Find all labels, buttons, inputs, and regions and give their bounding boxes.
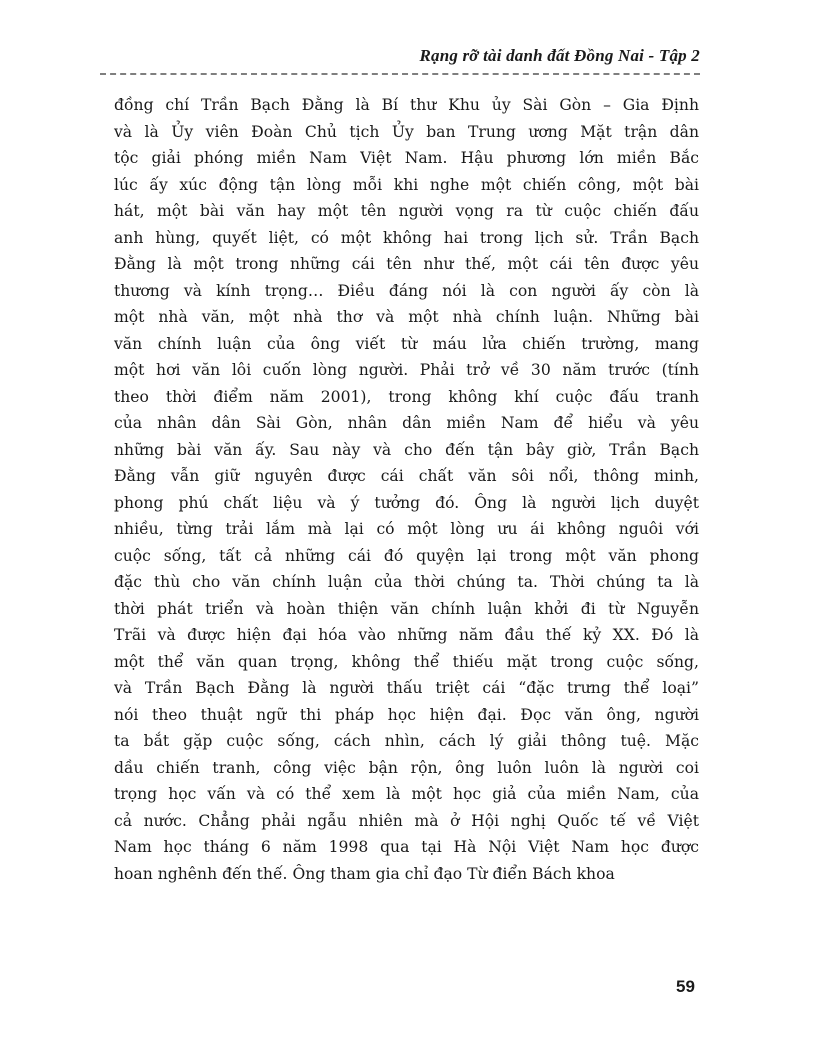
text-line: trọng học vấn và có thể xem là một học giả của miền Nam, của: [114, 785, 699, 803]
text-line: cả nước. Chẳng phải ngẫu nhiên mà ở Hội nghị Quốc tế về Việt: [114, 811, 699, 830]
text-line: nhiều, từng trải lắm mà lại có một lòng ưu ái không nguôi với: [114, 520, 699, 538]
text-line: hát, một bài văn hay một tên người vọng ra từ cuộc chiến đấu: [114, 202, 699, 220]
page-number: 59: [676, 977, 695, 996]
text-line: nói theo thuật ngữ thi pháp học hiện đại. Đọc văn ông, người: [114, 705, 699, 724]
text-line: thời phát triển và hoàn thiện văn chính luận khởi đi từ Nguyễn: [114, 599, 699, 618]
text-line: Trãi và được hiện đại hóa vào những năm đầu thế kỷ XX. Đó là: [114, 626, 699, 644]
text-line: lúc ấy xúc động tận lòng mỗi khi nghe một chiến công, một bài: [114, 175, 699, 194]
text-line: và Trần Bạch Đằng là người thấu triệt cái “đặc trưng thể loại”: [114, 679, 699, 697]
text-line: phong phú chất liệu và ý tưởng đó. Ông là người lịch duyệt: [114, 493, 699, 512]
text-line: Nam học tháng 6 năm 1998 qua tại Hà Nội Việt Nam học được: [114, 838, 699, 856]
text-line: cuộc sống, tất cả những cái đó quyện lại trong một văn phong: [114, 546, 699, 565]
text-line: một nhà văn, một nhà thơ và một nhà chính luận. Những bài: [114, 308, 699, 326]
text-line: hoan nghênh đến thế. Ông tham gia chỉ đạo Từ điển Bách khoa: [114, 864, 615, 883]
text-line: Đằng vẫn giữ nguyên được cái chất văn sôi nổi, thông minh,: [114, 467, 699, 485]
body-text: [114, 92, 699, 887]
text-line: đồng chí Trần Bạch Đằng là Bí thư Khu ủy Sài Gòn – Gia Định: [114, 96, 699, 114]
text-line: tộc giải phóng miền Nam Việt Nam. Hậu phương lớn miền Bắc: [114, 149, 699, 167]
text-line: một hơi văn lôi cuốn lòng người. Phải trở về 30 năm trước (tính: [114, 361, 699, 379]
text-line: đặc thù cho văn chính luận của thời chúng ta. Thời chúng ta là: [114, 573, 699, 591]
text-line: theo thời điểm năm 2001), trong không khí cuộc đấu tranh: [114, 387, 699, 406]
text-line: anh hùng, quyết liệt, có một không hai trong lịch sử. Trần Bạch: [114, 228, 699, 247]
text-line: ta bắt gặp cuộc sống, cách nhìn, cách lý giải thông tuệ. Mặc: [114, 732, 699, 750]
header-divider: [100, 73, 700, 75]
text-line: một thể văn quan trọng, không thể thiếu mặt trong cuộc sống,: [114, 652, 699, 671]
text-line: dầu chiến tranh, công việc bận rộn, ông luôn luôn là người coi: [114, 758, 699, 777]
text-line: của nhân dân Sài Gòn, nhân dân miền Nam để hiểu và yêu: [114, 414, 699, 432]
text-line: và là Ủy viên Đoàn Chủ tịch Ủy ban Trung ương Mặt trận dân: [114, 122, 699, 141]
running-header: [100, 44, 700, 78]
text-line: những bài văn ấy. Sau này và cho đến tận bây giờ, Trần Bạch: [114, 440, 699, 459]
text-line: thương và kính trọng… Điều đáng nói là con người ấy còn là: [114, 281, 699, 300]
text-line: văn chính luận của ông viết từ máu lửa chiến trường, mang: [114, 334, 699, 353]
text-line: Đằng là một trong những cái tên như thế, một cái tên được yêu: [114, 255, 699, 273]
running-title: Rạng rỡ tài danh đất Đồng Nai - Tập 2: [419, 46, 700, 65]
